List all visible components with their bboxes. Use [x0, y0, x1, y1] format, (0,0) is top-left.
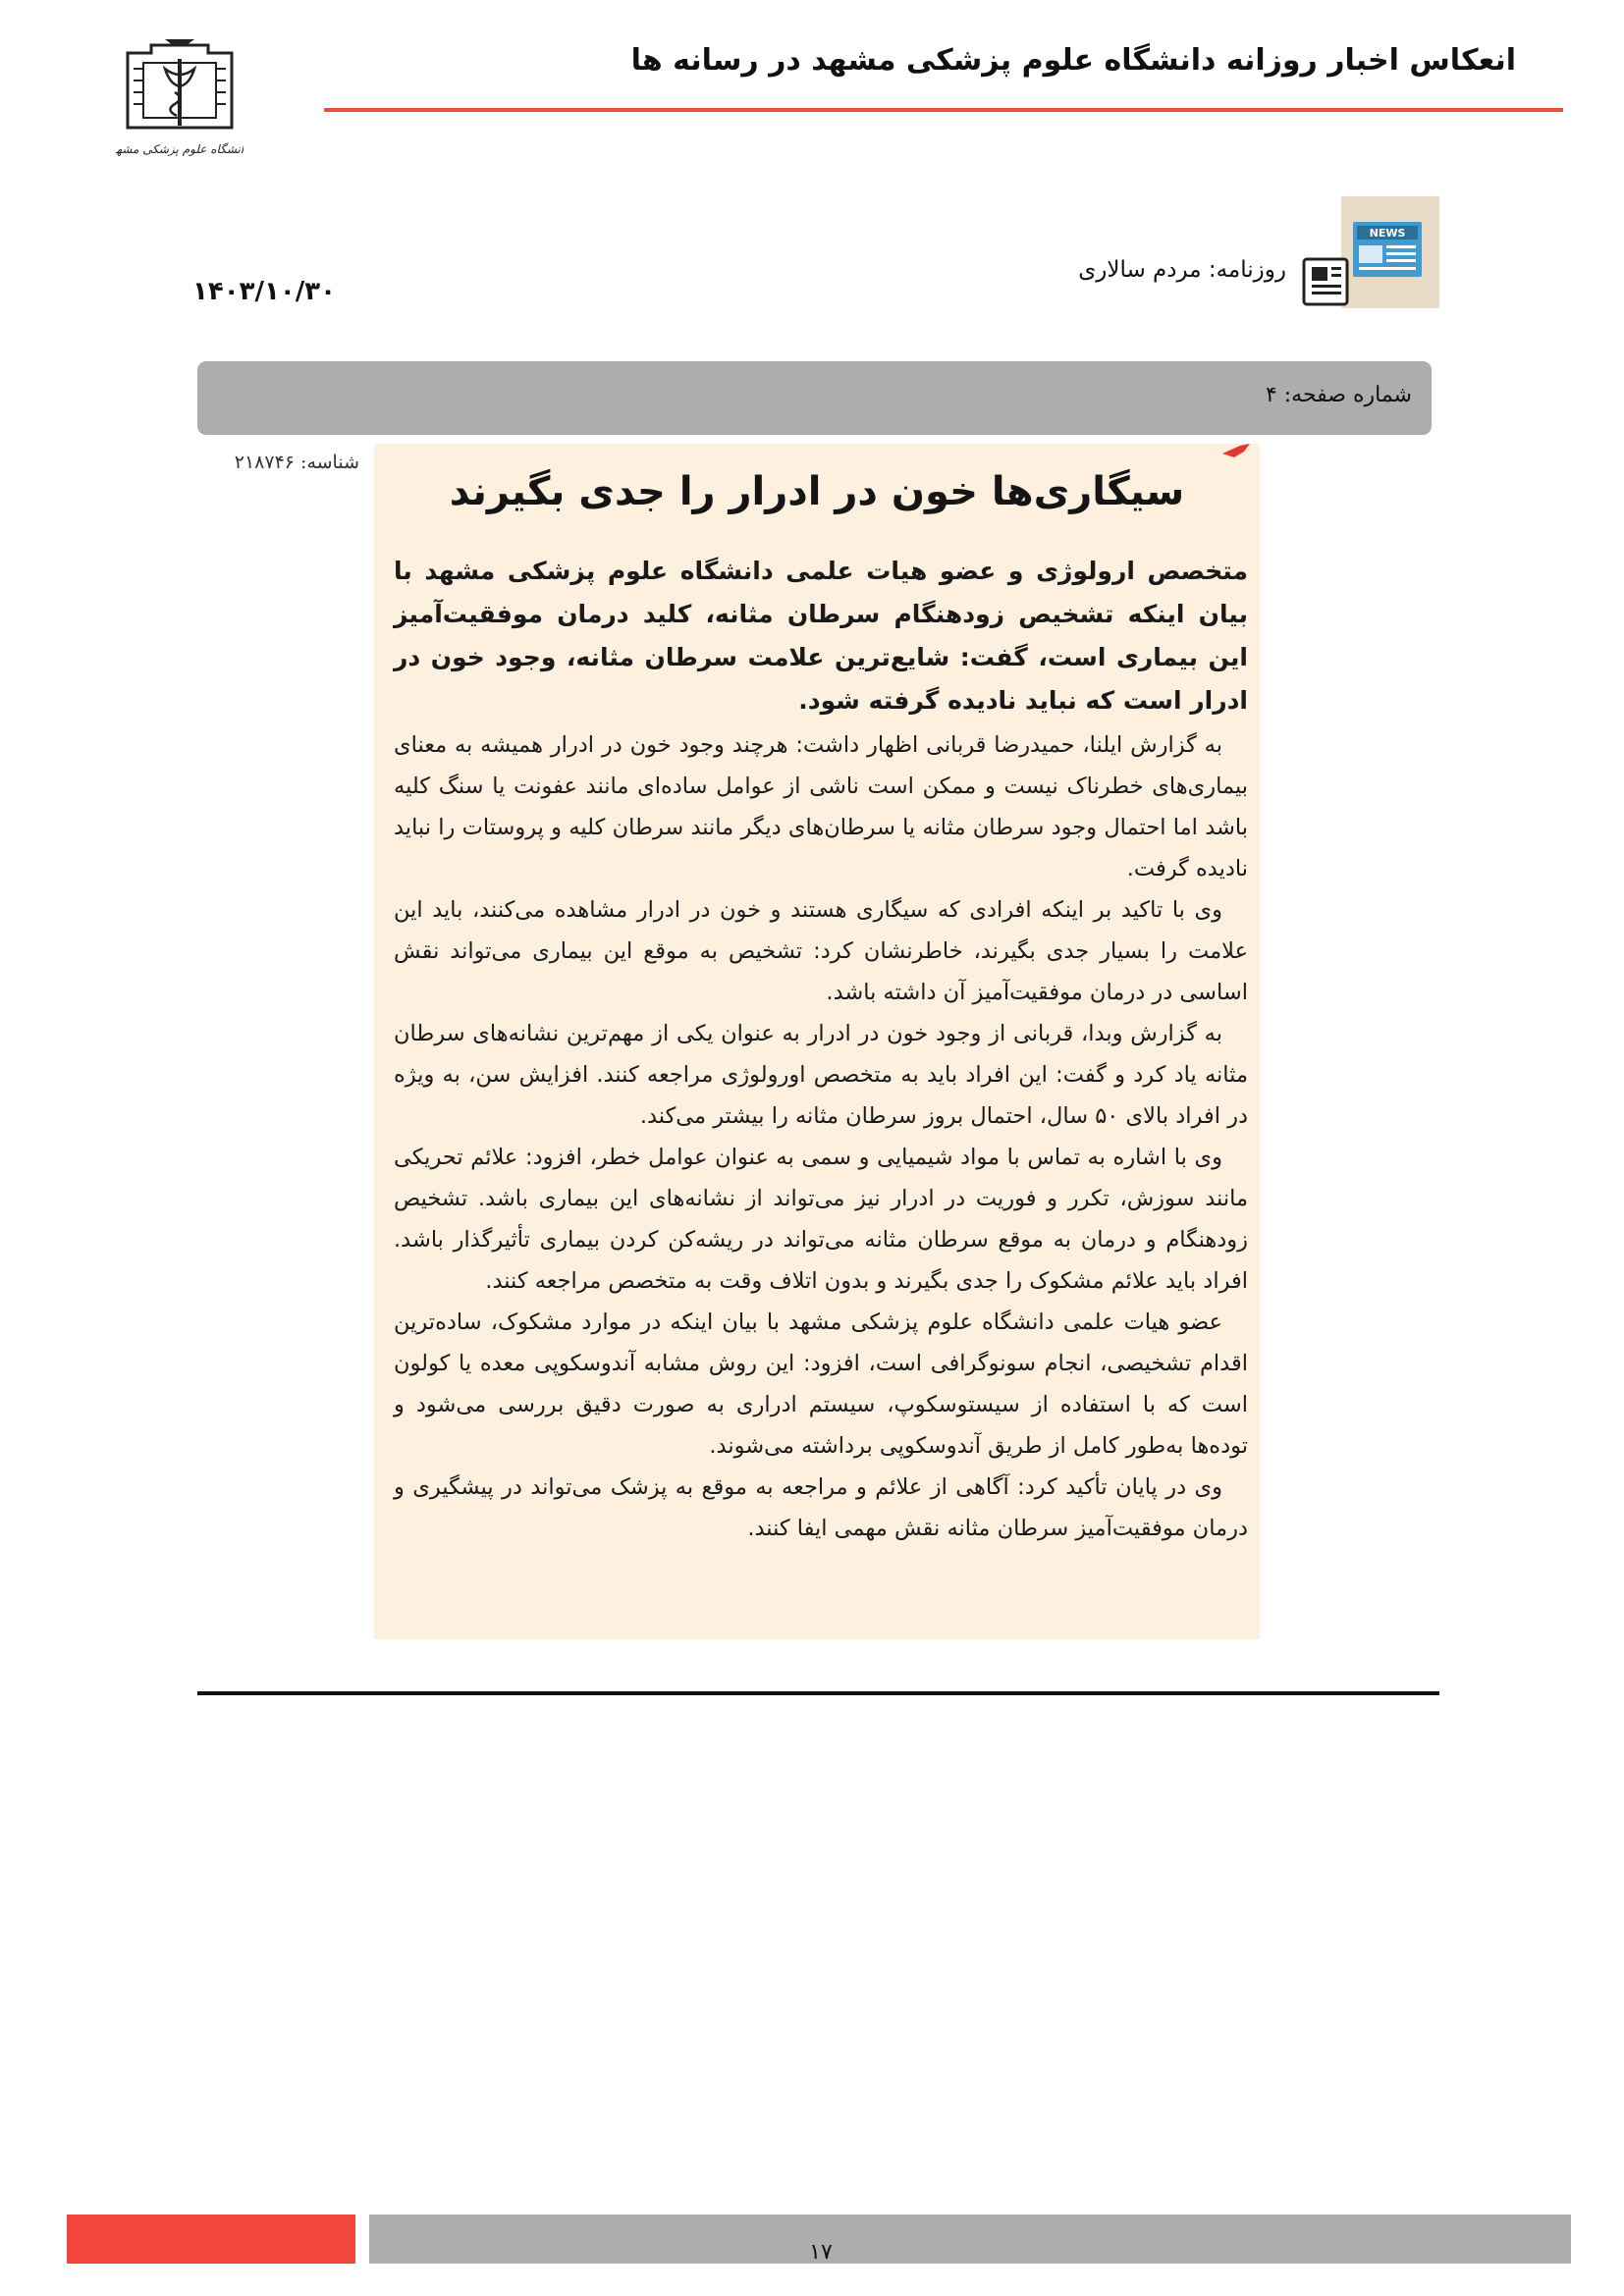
publish-date: ۱۴۰۳/۱۰/۳۰ [192, 277, 336, 306]
footer-bar [369, 2215, 1571, 2264]
article-title: سیگاری‌ها خون در ادرار را جدی بگیرند [449, 469, 1185, 514]
content-bottom-divider [197, 1691, 1439, 1695]
newspaper-source: روزنامه: مردم سالاری [1078, 257, 1286, 283]
article-id: شناسه: ۲۱۸۷۴۶ [234, 452, 359, 473]
article-paragraph: عضو هیات علمی دانشگاه علوم پزشکی مشهد با بیان اینکه در موارد مشکوک، ساده‌ترین اقدام تشخیصی، انجام سونوگرافی است، افزود: این روش مشابه آندوسکوپی معده یا کولون است که با استفاده از سیستوسکوپ، سیستم ادراری به صورت دقیق بررسی می‌شود و توده‌ها به‌طور کامل از طریق آندوسکوپی برداشته می‌شوند. [394, 1309, 1248, 1459]
footer-accent-block [67, 2215, 355, 2264]
article-paragraph: به گزارش ایلنا، حمیدرضا قربانی اظهار داشت: هرچند وجود خون در ادرار همیشه به معنای بیماری‌های خطرناک نیست و ممکن است ناشی از عوامل ساده‌ای مانند عفونت یا سنگ کلیه باشد اما احتمال وجود سرطان مثانه یا سرطان‌های دیگر مانند سرطان کلیه و پروستات را نباید نادیده گرفت. [394, 732, 1248, 881]
footer-page-number: ۱۷ [809, 2240, 833, 2265]
page-number-label: شماره صفحه: ۴ [1265, 383, 1412, 407]
article-paragraph: وی با تاکید بر اینکه افرادی که سیگاری هستند و خون در ادرار مشاهده می‌کنند، باید این علامت را بسیار جدی بگیرند، خاطرنشان کرد: تشخیص به موقع این بیماری می‌تواند نقش اساسی در درمان موفقیت‌آمیز آن داشته باشد. [394, 897, 1248, 1005]
university-logo [116, 33, 244, 171]
header-divider [324, 108, 1563, 112]
article-paragraph: وی با اشاره به تماس با مواد شیمیایی و سمی به عنوان عوامل خطر، افزود: علائم تحریکی مانند سوزش، تکرر و فوریت در ادرار نیز می‌تواند از نشانه‌های این بیماری باشد. تشخیص زودهنگام و درمان به موقع سرطان مثانه می‌تواند در ریشه‌کن کردن بیماری تأثیرگذار باشد. افراد باید علائم مشکوک را جدی بگیرند و بدون اتلاف وقت به متخصص مراجعه کنند. [394, 1145, 1248, 1294]
clip-corner-mark [1222, 444, 1250, 459]
article-paragraph: به گزارش وبدا، قربانی از وجود خون در ادرار به عنوان یکی از مهم‌ترین نشانه‌های سرطان مثانه یاد کرد و گفت: این افراد باید به متخصص اورولوژی مراجعه کنند. افزایش سن، به ویژه در افراد بالای ۵۰ سال، احتمال بروز سرطان مثانه را بیشتر می‌کند. [394, 1021, 1248, 1129]
news-icon-label: NEWS [1369, 227, 1406, 240]
logo-caption: دانشگاه علوم پزشکی مشهد [116, 142, 244, 156]
article-clipping [374, 444, 1260, 1639]
header-title: انعکاس اخبار روزانه دانشگاه علوم پزشکی مشهد در رسانه ها [630, 43, 1516, 78]
page-number-bar [197, 361, 1432, 435]
article-lead: متخصص ارولوژی و عضو هیات علمی دانشگاه علوم پزشکی مشهد با بیان اینکه تشخیص زودهنگام سرطان مثانه، کلید درمان موفقیت‌آمیز این بیماری است، گفت: شایع‌ترین علامت سرطان مثانه، وجود خون در ادرار است که نباید نادیده گرفته شود. [394, 557, 1248, 715]
newspaper-icon [1302, 196, 1439, 308]
article-paragraph: وی در پایان تأکید کرد: آگاهی از علائم و مراجعه به موقع به پزشک می‌تواند در پیشگیری و درمان موفقیت‌آمیز سرطان مثانه نقش مهمی ایفا کنند. [394, 1474, 1248, 1541]
article-body [394, 724, 1248, 1549]
